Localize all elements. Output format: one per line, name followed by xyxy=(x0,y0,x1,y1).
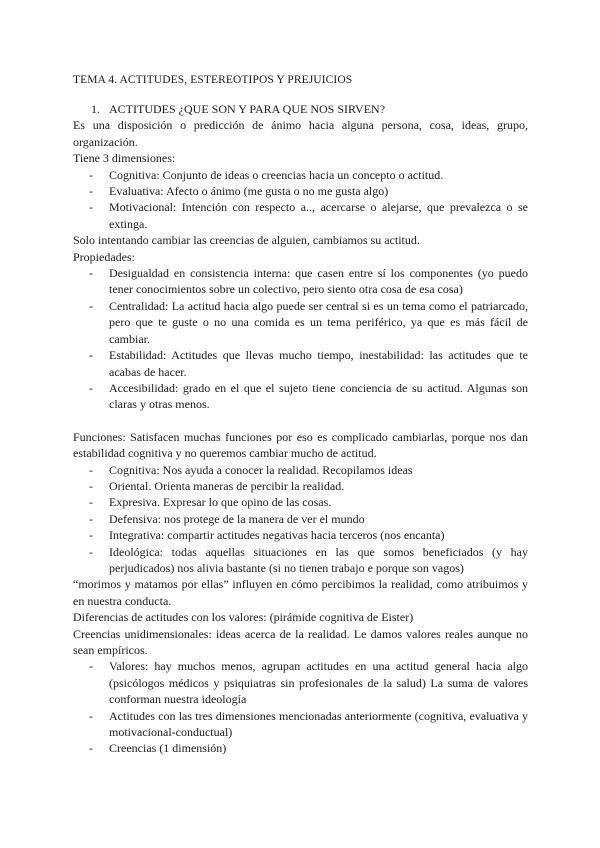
dash-bullet: - xyxy=(89,380,93,395)
dash-bullet: - xyxy=(89,708,93,723)
blank-line xyxy=(73,413,528,429)
list-item: - Cognitiva: Conjunto de ideas o creencias hacia un concepto o actitud. xyxy=(89,167,444,182)
list-item: - Creencias (1 dimensión) xyxy=(89,741,227,756)
dash-bullet: - xyxy=(89,511,93,526)
list-item: - Estabilidad: Actitudes que llevas mucho tiempo, inestabilidad: las actitudes que te acabas de hacer. xyxy=(89,348,528,379)
dash-bullet: - xyxy=(89,348,93,363)
dash-bullet: - xyxy=(89,266,93,281)
list-item: - Desigualdad en consistencia interna: que casen entre sí los componentes (yo puedo tener conocimientos sobre un colectivo, pero siento otra cosa de esa cosa) xyxy=(89,266,528,297)
dash-bullet: - xyxy=(89,528,93,543)
list-item: - Centralidad: La actitud hacia algo puede ser central si es un tema como el patriarcado, pero que te guste o no una comida es un tema periférico, ya que es más fácil de cambiar. xyxy=(89,298,528,346)
dash-bullet: - xyxy=(89,741,93,756)
dash-bullet: - xyxy=(89,659,93,674)
list-item: - Expresiva. Expresar lo que opino de las cosas. xyxy=(89,495,332,510)
dash-bullet: - xyxy=(89,184,93,199)
dash-bullet: - xyxy=(89,478,93,493)
section-number: 1. xyxy=(91,102,100,116)
list-item: - Motivacional: Intención con respecto a.., acercarse o alejarse, que prevalezca o se extinga. xyxy=(89,200,528,231)
paragraph-propiedades: Propiedades: xyxy=(73,249,135,264)
list-item: - Cognitiva: Nos ayuda a conocer la realidad. Recopilamos ideas xyxy=(89,462,413,477)
list-item: - Valores: hay muchos menos, agrupan actitudes en una actitud general hacia algo (psicólogos médicos y psiquiatras sin profesionales de la salud) La suma de valores conforman nuestra ideología xyxy=(89,659,528,707)
dash-bullet: - xyxy=(89,200,93,215)
propiedades-list xyxy=(73,265,528,413)
paragraph-cambio: Solo intentando cambiar las creencias de alguien, cambiamos su actitud. xyxy=(73,233,420,248)
paragraph-dimensions: Tiene 3 dimensiones: xyxy=(73,151,176,166)
list-item: - Integrativa: compartir actitudes negativas hacia terceros (nos encanta) xyxy=(89,528,445,543)
paragraph-creencias: Creencias unidimensionales: ideas acerca de la realidad. Le damos valores reales aunque no sean empíricos. xyxy=(73,626,528,657)
list-item: - Accesibilidad: grado en el que el sujeto tiene conciencia de su actitud. Algunas son claras y otras menos. xyxy=(89,380,528,412)
list-item: - Oriental. Orienta maneras de percibir la realidad. xyxy=(89,478,345,493)
page-title: TEMA 4. ACTITUDES, ESTEREOTIPOS Y PREJUICIOS xyxy=(73,74,353,86)
section-label: ACTITUDES ¿QUE SON Y PARA QUE NOS SIRVEN? xyxy=(109,102,386,116)
dash-bullet: - xyxy=(89,462,93,477)
dash-bullet: - xyxy=(89,495,93,510)
valores-list xyxy=(73,658,528,756)
paragraph-funciones: Funciones: Satisfacen muchas funciones por eso es complicado cambiarlas, porque nos dan estabilidad cognitiva y no queremos cambiar mucho de actitud. xyxy=(73,429,528,461)
funciones-list xyxy=(73,462,528,577)
list-item: - Evaluativa: Afecto o ánimo (me gusta o no me gusta algo) xyxy=(89,184,389,199)
paragraph-definition: Es una disposición o predicción de ánimo hacia alguna persona, cosa, ideas, grupo, organización. xyxy=(73,118,528,149)
list-item: - Actitudes con las tres dimensiones mencionadas anteriormente (cognitiva, evaluativa y motivacional-conductual) xyxy=(89,708,528,740)
document-body xyxy=(73,101,528,757)
section-heading xyxy=(73,101,528,117)
dash-bullet: - xyxy=(89,167,93,182)
paragraph-diferencias: Diferencias de actitudes con los valores: (pirámide cognitiva de Eister) xyxy=(73,610,414,625)
paragraph-morimos: “morimos y matamos por ellas” influyen en cómo percibimos la realidad, como atribuimos y en nuestra conducta. xyxy=(73,577,528,608)
list-item: - Ideológica: todas aquellas situaciones en las que somos beneficiados (y hay perjudicados) nos alivia bastante (si no tienen trabajo e porque son vagos) xyxy=(89,544,528,575)
dimensions-list xyxy=(73,167,528,233)
list-item: - Defensiva: nos protege de la manera de ver el mundo xyxy=(89,511,365,526)
dash-bullet: - xyxy=(89,544,93,559)
dash-bullet: - xyxy=(89,298,93,313)
